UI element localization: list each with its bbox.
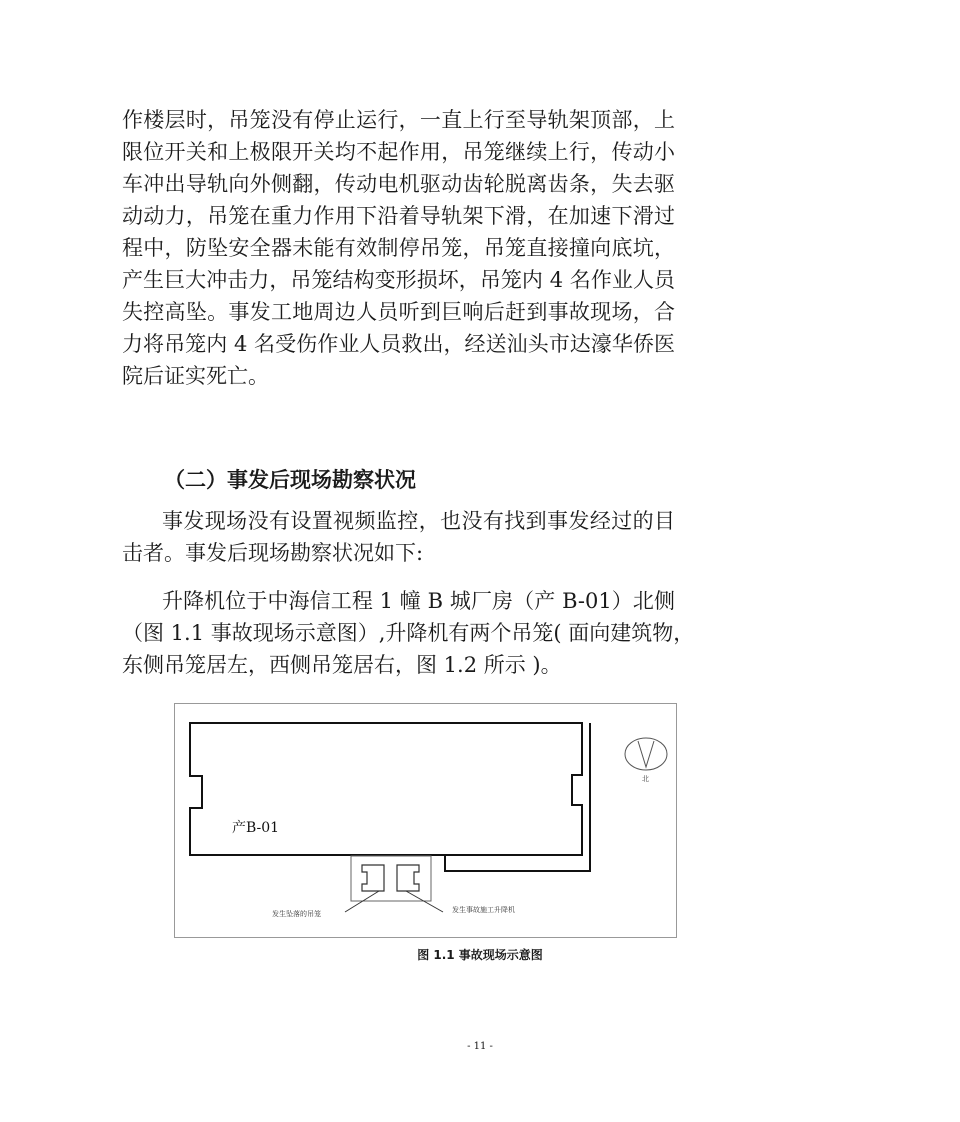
text-line: 院后证实死亡。 [122,364,269,388]
section-heading: （二）事发后现场勘察状况 [164,468,416,492]
text-line: 产生巨大冲击力，吊笼结构变形损坏，吊笼内 4 名作业人员 [122,268,675,292]
north-label: 北 [642,775,649,783]
paragraph-site-survey [122,505,675,569]
text-line: 车冲出导轨向外侧翻，传动电机驱动齿轮脱离齿条，失去驱 [122,172,675,196]
text-line: 东侧吊笼居左，西侧吊笼居右，图 1.2 所示 )。 [122,653,562,677]
text-line: 程中，防坠安全器未能有效制停吊笼，吊笼直接撞向底坑， [122,236,675,260]
text-line: 作楼层时，吊笼没有停止运行，一直上行至导轨架顶部，上 [122,108,675,132]
text-line: 击者。事发后现场勘察状况如下: [122,541,424,565]
figure-caption: 图 1.1 事故现场示意图 [417,948,543,962]
text-line: 动动力，吊笼在重力作用下沿着导轨架下滑，在加速下滑过 [122,204,675,228]
text-line: 事发现场没有设置视频监控，也没有找到事发经过的目 [162,509,675,533]
paragraph-accident-process [122,104,675,392]
text-line: 升降机位于中海信工程 1 幢 B 城厂房（产 B-01）北侧 [162,589,675,613]
text-line: 失控高坠。事发工地周边人员听到巨响后赶到事故现场，合 [122,300,675,324]
site-diagram [174,703,677,938]
text-line: 力将吊笼内 4 名受伤作业人员救出，经送汕头市达濠华侨医 [122,332,675,356]
text-line: （图 1.1 事故现场示意图）,升降机有两个吊笼( 面向建筑物， [122,621,695,645]
fallen-cage-label: 发生坠落的吊笼 [272,910,321,918]
page-number: - 11 - [467,1041,493,1052]
paragraph-elevator-location [122,585,695,681]
building-label: 产B-01 [232,820,280,836]
text-line: 限位开关和上极限开关均不起作用，吊笼继续上行，传动小 [122,140,675,164]
elevator-label: 发生事故施工升降机 [452,906,515,914]
